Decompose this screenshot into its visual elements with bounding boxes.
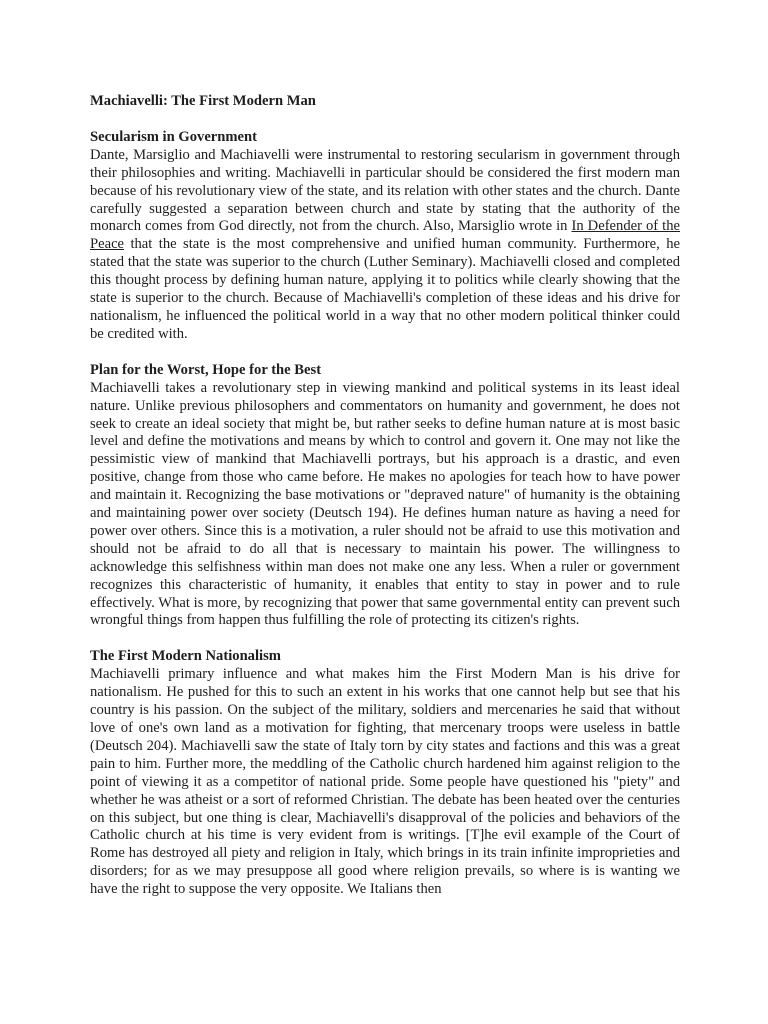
document-title: Machiavelli: The First Modern Man <box>90 93 316 109</box>
section-paragraph <box>90 147 680 344</box>
section-heading: The First Modern Nationalism <box>90 648 281 665</box>
document-page <box>90 93 680 917</box>
paragraph-text: that the state is the most comprehensive and unified human community. Furthermore, he stated that the state was superior to the church (Luther Seminary). Machiavelli closed and completed this thought process by defining human nature, applying it to politics while clearly showing that the state is superior to the church. Because of Machiavelli's completion of these ideas and his drive for nationalism, he influenced the political world in a way that no other modern political thinker could be credited with. <box>90 236 680 342</box>
section-plan-for-worst <box>90 362 680 631</box>
section-heading: Secularism in Government <box>90 128 258 145</box>
section-secularism <box>90 129 680 344</box>
section-heading: Plan for the Worst, Hope for the Best <box>90 361 322 378</box>
section-nationalism <box>90 648 680 899</box>
paragraph-text: Dante, Marsiglio and Machiavelli were instrumental to restoring secularism in government through their philosophies and writing. Machiavelli in particular should be considered the first modern man because of his revolutionary view of the state, and its relation with other states and the church. Dante carefully suggested a separation between church and state by stating that the authority of the monarch comes from God directly, not from the church. Also, Marsiglio wrote in <box>90 146 680 235</box>
section-paragraph: Machiavelli primary influence and what makes him the First Modern Man is his drive for nationalism. He pushed for this to such an extent in his works that one cannot help but see that his country is his passion. On the subject of the military, soldiers and mercenaries he said that without love of one's own land as a motivation for fighting, that mercenary troops were useless in battle (Deutsch 204). Machiavelli saw the state of Italy torn by city states and factions and this was a great pain to him. Further more, the meddling of the Catholic church hardened him against religion to the point of viewing it as a competitor of national pride. Some people have questioned his "piety" and whether he was atheist or a sort of reformed Christian. The debate has been heated over the centuries on this subject, but one thing is clear, Machiavelli's disapproval of the policies and behaviors of the Catholic church at his time is very evident from is writings. [T]he evil example of the Court of Rome has destroyed all piety and religion in Italy, which brings in its train infinite improprieties and disorders; for as we may presuppose all good where religion prevails, so where is is wanting we have the right to suppose the very opposite. We Italians then <box>90 666 680 898</box>
section-paragraph: Machiavelli takes a revolutionary step in viewing mankind and political systems in its least ideal nature. Unlike previous philosophers and commentators on humanity and government, he does not seek to create an ideal society that might be, but rather seeks to define human nature at is most basic level and define the motivations and means by which to control and govern it. One may not like the pessimistic view of mankind that Machiavelli portrays, but his approach is a drastic, and even positive, change from those who came before. He makes no apologies for teach how to have power and maintain it. Recognizing the base motivations or "depraved nature" of humanity is the obtaining and maintaining power over society (Deutsch 194). He defines human nature as having a need for power over others. Since this is a motivation, a ruler should not be afraid to use this motivation and should not be afraid to do all that is necessary to maintain his power. The willingness to acknowledge this selfishness within man does not make one any less. When a ruler or government recognizes this characteristic of humanity, it enables that entity to stay in power and to rule effectively. What is more, by recognizing that power that same governmental entity can prevent such wrongful things from happen thus fulfilling the role of protecting its citizen's rights. <box>90 379 680 629</box>
book-title-link[interactable]: In Defender of the Peace <box>90 218 681 253</box>
